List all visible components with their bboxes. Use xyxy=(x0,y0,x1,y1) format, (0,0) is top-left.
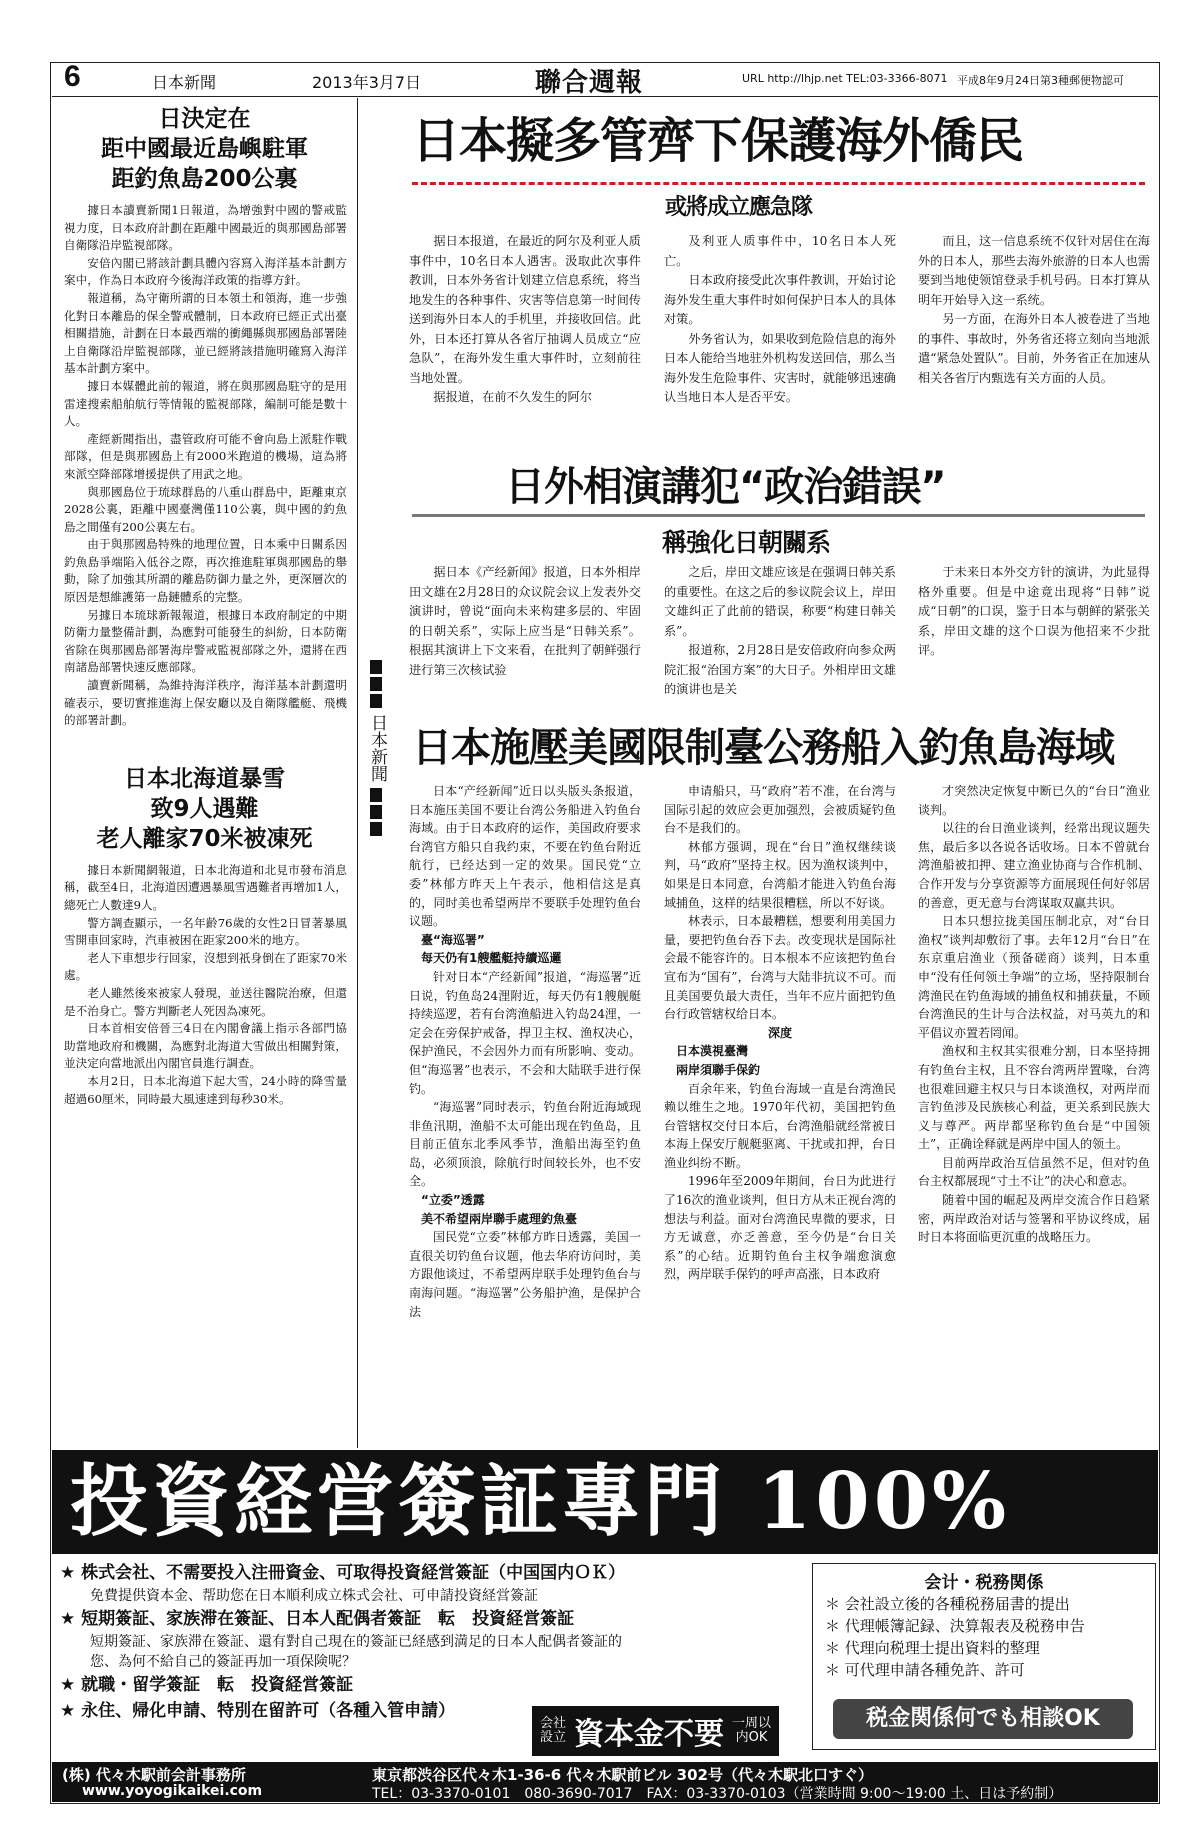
capital-badge xyxy=(532,1706,779,1756)
paragraph: 林表示，日本最糟糕，想要利用美国力量，要把钓鱼台吞下去。改变现状是国际社会最不能容许的。日本根本不应该把钓鱼台宣布为“国有”，台湾与大陆非抗议不可。而且美国要负最大责任，当年不应片面把钓鱼台行政管辖权给日本。 xyxy=(664,914,896,1022)
strip-bar xyxy=(370,677,382,691)
paragraph: 随着中国的崛起及两岸交流合作日趋紧密，两岸政治对话与签署和平协议终成，届时日本将面临更沉重的战略压力。 xyxy=(918,1193,1150,1245)
ad-service-detail: 免費提供資本金、帮助您在日本順利成立株式会社、可申請投資経営簽証 xyxy=(90,1588,538,1604)
overseas-col-2 xyxy=(664,232,896,408)
section-subhead: 深度 xyxy=(767,1025,792,1040)
section-subhead: “立委”透露 xyxy=(421,1193,485,1208)
strip-bar xyxy=(370,660,382,674)
paragraph: 针对日本“产经新闻”报道，“海巡署”近日说，钓鱼岛24浬附近，每天仍有1艘舰艇持续巡逻，若有台湾渔船进入钓岛24浬，一定会在旁保护戒备，捍卫主权、渔权决心，保护渔民，不会因外力而有所影响、变动。但“海巡署”也表示，不会和大陆联手进行保钓。 xyxy=(409,969,641,1096)
paragraph: 安倍內閣已將該計劃具體內容寫入海洋基本計劃方案中，作為日本政府今後海洋政策的指導方針。 xyxy=(64,255,347,288)
company-website-link[interactable]: www.yoyogikaikei.com xyxy=(82,1783,263,1799)
company-phone: TEL：03-3370-0101 080-3690-7017 FAX：03-3370-0103（営業時間 9:00～19:00 土、日は予約制） xyxy=(372,1786,1063,1802)
headline-kishida: 日外相演講犯“政治錯誤” xyxy=(505,464,946,510)
title-line: 距釣魚島200公裏 xyxy=(111,166,298,192)
ad-banner: 投資経営簽証專門 100% xyxy=(52,1450,1158,1554)
tax-item: ＊ 会社設立後的各種税務届書的提出 xyxy=(825,1595,1070,1613)
article-body-garrison xyxy=(64,202,347,730)
paragraph: 以往的台日渔业谈判，经常出现议题失焦，最后多以各说各话收场。日本不曾就台湾渔船被扣押、建立渔业协商与合作机制、合作开发与分享资源等方面展现任何好邻居的善意，更无意与台湾谋取双赢共识。 xyxy=(918,821,1150,910)
paragraph: 据日本《产经新闻》报道，日本外相岸田文雄在2月28日的众议院会议上发表外交演讲时，曾说“面向未来构建多层的、牢固的日朝关系”，实际上应当是“日韩关系”。根据其演讲上下文来看，在批判了朝鲜强行进行第三次核试验 xyxy=(409,565,641,677)
advertisement xyxy=(52,1450,1158,1802)
paragraph: 日本政府接受此次事件教训，开始讨论海外发生重大事件时如何保护日本人的具体对策。 xyxy=(664,273,896,326)
section-name: 日本新聞 xyxy=(152,73,217,92)
paragraph: 日本首相安倍晉三4日在內閣會議上指示各部門協助當地政府和機關，為應對北海道大雪做出相關對策，並決定向當地派出內閣官員進行調查。 xyxy=(64,1021,347,1071)
paragraph: 外务省认为，如果收到危险信息的海外日本人能给当地驻外机构发送回信，那么当海外发生危险事件、灾害时，就能够迅速确认当地日本人是否平安。 xyxy=(664,331,896,404)
ad-service-line: ★ 株式会社、不需要投入注冊資金、可取得投資経営簽証（中国国内ＯＫ） xyxy=(60,1563,626,1583)
title-line: 致9人遇難 xyxy=(150,795,259,822)
subhead-kishida: 稱強化日朝關系 xyxy=(662,528,831,557)
paragraph: 報道稱，為守衛所謂的日本領土和領海，進一步強化對日本離島的保全警戒體制，日本政府已經正式出臺相關措施，計劃在日本最西端的衝繩縣與那國島部署陸上自衛隊沿岸監視部隊，並已經將該措施明確寫入海洋基本計劃方案中。 xyxy=(64,290,347,376)
headline-fishing: 日本施壓美國限制臺公務船入釣魚島海域 xyxy=(412,725,1114,771)
kishida-col-1 xyxy=(409,563,641,680)
paragraph: 日本“产经新闻”近日以头版头条报道，日本施压美国不要让台湾公务船进入钓鱼台海域。由于日本政府的运作，美国政府要求台湾官方船只自我约束，不要在钓鱼台附近航行，已经达到一定的效果。国民党“立委”林郁方昨天上午表示，他相信这是真的，同时美也希望两岸不要联手处理钓鱼台议题。 xyxy=(409,784,641,929)
paragraph: 于未来日本外交方针的演讲，为此显得格外重要。但是中途竟出现将“日韩”说成“日朝”的口误，鉴于日本与朝鲜的紧张关系，岸田文雄的这个口误为他招来不少批评。 xyxy=(918,565,1150,657)
strip-label: 日本新聞 xyxy=(367,714,387,782)
strip-bar xyxy=(370,788,382,802)
paragraph: 據日本新聞網報道，日本北海道和北見市發布消息稱，截至4日，北海道因遭遇暴風雪遇難者再增加1人，總死亡人數達9人。 xyxy=(64,862,347,912)
section-subhead: 每天仍有1艘艦艇持續巡邏 xyxy=(421,951,562,966)
section-subhead: 臺“海巡署” xyxy=(421,932,485,947)
kishida-col-3 xyxy=(918,563,1150,661)
strip-bar xyxy=(370,822,382,836)
paragraph: 警方調查顯示，一名年齡76歲的女性2日冒著暴風雪開車回家時，汽車被困在距家200米的地方。 xyxy=(64,915,347,948)
gray-rule xyxy=(412,514,1145,517)
title-line: 日本北海道暴雪 xyxy=(124,765,285,792)
ad-service-lines xyxy=(60,1560,800,1724)
tax-box-title: 会计・税務関係 xyxy=(924,1573,1044,1593)
article-title-snowstorm xyxy=(52,764,357,854)
section-subhead: 美不希望兩岸聯手處理釣魚臺 xyxy=(421,1211,578,1226)
paragraph: 国民党“立委”林郁方昨日透露，美国一直很关切钓鱼台议题，他去华府访问时，美方跟他谈过，不希望两岸联手处理钓鱼台与南海问题。“海巡署”公务船护渔，是保护合法 xyxy=(409,1230,641,1319)
paragraph: 老人雖然後來被家人發現，並送往醫院治療，但還是不治身亡。警方判斷老人死因為凍死。 xyxy=(64,985,347,1018)
fishing-col-2 xyxy=(664,782,896,1284)
header-url: URL http://lhjp.net TEL:03-3366-8071 xyxy=(742,72,948,85)
ad-service-detail: 短期簽証、家族滞在簽証、還有對自己現在的簽証已経感到満足的日本人配偶者簽証的 xyxy=(90,1634,622,1650)
subhead-overseas: 或將成立應急隊 xyxy=(665,194,813,220)
paragraph: “海巡署”同时表示，钓鱼台附近海域现非鱼汛期，渔船不太可能出现在钓鱼岛，且目前正值东北季风季节，渔船出海至钓鱼岛，必须顶浪，除航行时间较长外，也不安全。 xyxy=(409,1100,641,1189)
capital-badge-left: 会社 設立 xyxy=(540,1716,567,1745)
ad-service-line: ★ 永住、帰化申請、特別在留許可（各種入管申請） xyxy=(60,1701,456,1721)
kishida-col-2 xyxy=(664,563,896,700)
paragraph: 老人下車想步行回家，沒想到祇身倒在了距家70米處。 xyxy=(64,950,347,983)
paragraph: 之后，岸田文雄应该是在强调日韩关系的重要性。在这之后的参议院会议上，岸田文雄纠正了此前的错误，称要“构建日韩关系”。 xyxy=(664,565,896,638)
paragraph: 据报道，在前不久发生的阿尔 xyxy=(433,390,592,404)
section-strip xyxy=(365,660,387,860)
paragraph: 本月2日，日本北海道下起大雪，24小時的降雪量超過60厘米，同時最大風速達到每秒30米。 xyxy=(64,1073,347,1106)
paragraph: 目前两岸政治互信虽然不足，但对钓鱼台主权都展现“寸土不让”的决心和意志。 xyxy=(918,1155,1150,1189)
paragraph: 讀賣新聞稱，為維持海洋秩序，海洋基本計劃還明確表示，要切實推進海上保安廳以及自衛隊艦艇、飛機的部署計劃。 xyxy=(64,678,347,728)
strip-bar xyxy=(370,805,382,819)
overseas-col-3 xyxy=(918,232,1150,388)
ad-service-line: ★ 就職・留学簽証 転 投資経営簽証 xyxy=(60,1675,354,1695)
dashed-rule xyxy=(412,182,1145,185)
title-line: 老人離家70米被凍死 xyxy=(96,825,313,852)
headline-overseas: 日本擬多管齊下保護海外僑民 xyxy=(412,113,1024,169)
paragraph: 百余年来，钓鱼台海域一直是台湾渔民赖以维生之地。1970年代初，美国把钓鱼台管辖权交付日本后，台湾渔船就经常被日本海上保安厅舰艇驱离、干扰或扣押，台日渔业纠纷不断。 xyxy=(664,1081,896,1170)
tax-item: ＊ 代理向税理士提出資料的整理 xyxy=(825,1639,1040,1657)
paragraph: 申请船只，马“政府”若不准，在台湾与国际引起的效应会更加强烈，会被质疑钓鱼台不是我们的。 xyxy=(664,784,896,836)
paragraph: 另據日本琉球新報報道，根據日本政府制定的中期防衛力量整備計劃，為應對可能發生的糾紛，日本防衛省除在與那國島部署海岸警戒監視部隊之外，還將在西南諸島部署快速反應部隊。 xyxy=(64,607,347,675)
paragraph: 據日本讀賣新聞1日報道，為增強對中國的警戒監視力度，日本政府計劃在距離中國最近的與那國島部署自衛隊沿岸監視部隊。 xyxy=(64,203,347,253)
tax-item: ＊ 代理帳簿記録、決算報表及税務申告 xyxy=(825,1617,1085,1635)
company-name: (株) 代々木駅前会計事務所 xyxy=(62,1766,246,1784)
fishing-col-1 xyxy=(409,782,641,1321)
title-line: 日決定在 xyxy=(158,106,251,132)
paragraph: 日本只想拉拢美国压制北京，对“台日渔权”谈判却敷衍了事。去年12月“台日”在东京重启渔业（预备磋商）谈判，日本重申“没有任何领土争端”的立场，坚持限制台湾渔民在钓鱼海域的捕鱼权和捕获量，不顾台湾渔民的生计与合法权益，对马英九的和平倡议亦置若罔闻。 xyxy=(918,914,1150,1040)
article-body-snowstorm xyxy=(64,862,347,1108)
paragraph: 渔权和主权其实很难分割，日本坚持拥有钓鱼台主权，且不容台湾两岸置喙，台湾也很难回避主权只与日本谈渔权，对两岸而言钓鱼涉及民族核心利益，更关系到民族大义与尊严。两岸都坚称钓鱼台是“中国领土”，正确诠释就是两岸中国人的领土。 xyxy=(918,1044,1150,1152)
paragraph: 另一方面，在海外日本人被卷进了当地的事件、事故时，外务省还将立刻向当地派遣“紧急处置队”。目前，外务省正在加速从相关各省厅内甄选有关方面的人员。 xyxy=(918,312,1150,385)
capital-badge-right: 一周以 内OK xyxy=(732,1716,772,1745)
strip-bar xyxy=(370,694,382,708)
capital-badge-main: 資本金不要 xyxy=(574,1717,725,1752)
paragraph: 據日本媒體此前的報道，將在與那國島駐守的是用雷達搜索船舶航行等情報的監視部隊，編制可能是數十人。 xyxy=(64,378,347,429)
article-title-garrison xyxy=(52,104,357,194)
paragraph: 由于與那國島特殊的地理位置，日本乘中日關系因釣魚島爭端陷入低谷之際，再次推進駐軍與那國島的舉動，除了加強其所謂的離島防御力量之外，更深層次的原因是想維護第一島鏈體系的完整。 xyxy=(64,537,347,605)
paragraph: 报道称，2月28日是安倍政府向参众两院汇报“治国方案”的大日子。外相岸田文雄的演讲也是关 xyxy=(664,643,896,696)
paragraph: 1996年至2009年期间，台日为此进行了16次的渔业谈判，但日方从未正视台湾的想法与利益。面对台湾渔民卑微的要求，日方无诚意，亦乏善意，至今仍是“台日关系”的心结。近期钓鱼台主权争端愈演愈烈，两岸联手保钓的呼声高涨，日本政府 xyxy=(664,1174,896,1282)
newspaper-logo: 聯合週報 xyxy=(535,68,644,98)
section-subhead: 日本漠視臺灣 xyxy=(676,1044,749,1059)
paragraph: 才突然决定恢复中断已久的“台日”渔业谈判。 xyxy=(918,784,1150,817)
tax-services-box xyxy=(812,1563,1156,1750)
paragraph: 林郁方强调，现在“台日”渔权继续谈判，马“政府”坚持主权。因为渔权谈判中，如果是日本同意，台湾船才能进入钓鱼台海域捕鱼，这样的结果很糟糕，所以不好谈。 xyxy=(664,839,896,910)
ad-footer xyxy=(52,1762,1158,1802)
paragraph: 與那國島位于琉球群島的八重山群島中，距離東京2028公裏，距離中國臺灣僅110公裏，與中國的釣魚島之間僅有200公裏左右。 xyxy=(64,484,347,534)
ad-service-detail: 您、為何不給自己的簽証再加一項保険呢？ xyxy=(90,1654,356,1670)
paragraph: 据日本报道，在最近的阿尔及利亚人质事件中，10名日本人遇害。汲取此次事件教训，日本外务省计划建立信息系统，将当地发生的各种事件、灾害等信息第一时间传送到海外日本人的手机里，并接收回信。此外，日本还打算从各省厅抽调人员成立“应急队”，在海外发生重大事件时，立刻前往当地处置。 xyxy=(409,234,641,385)
page-header xyxy=(52,62,1158,97)
paragraph: 及利亚人质事件中，10名日本人死亡。 xyxy=(664,234,896,268)
postal-permit: 平成8年9月24日第3種郵便物認可 xyxy=(957,74,1124,87)
paragraph: 而且，这一信息系统不仅针对居住在海外的日本人，那些去海外旅游的日本人也需要到当地使领馆登录手机号码。日本打算从明年开始导入这一系统。 xyxy=(918,234,1150,307)
page-number: 6 xyxy=(64,60,81,93)
company-address: 東京都渋谷区代々木1-36-6 代々木駅前ビル 302号（代々木駅北口すぐ） xyxy=(372,1766,873,1784)
fishing-col-3 xyxy=(918,782,1150,1247)
left-column xyxy=(52,98,358,1448)
tax-item: ＊ 可代理申請各種免許、許可 xyxy=(825,1661,1025,1679)
paragraph: 產經新聞指出，盡管政府可能不會向島上派駐作戰部隊，但是與那國島上有2000米跑道的機場，這為將來派空降部隊增援提供了用武之地。 xyxy=(64,431,347,481)
issue-date: 2013年3月7日 xyxy=(312,73,422,92)
consult-button[interactable]: 税金関係何でも相談OK xyxy=(833,1699,1133,1739)
overseas-col-1 xyxy=(409,232,641,408)
ad-service-line: ★ 短期簽証、家族滞在簽証、日本人配偶者簽証 転 投資経営簽証 xyxy=(60,1609,575,1629)
title-line: 距中國最近島嶼駐軍 xyxy=(101,136,308,162)
section-subhead: 兩岸須聯手保釣 xyxy=(676,1062,761,1077)
